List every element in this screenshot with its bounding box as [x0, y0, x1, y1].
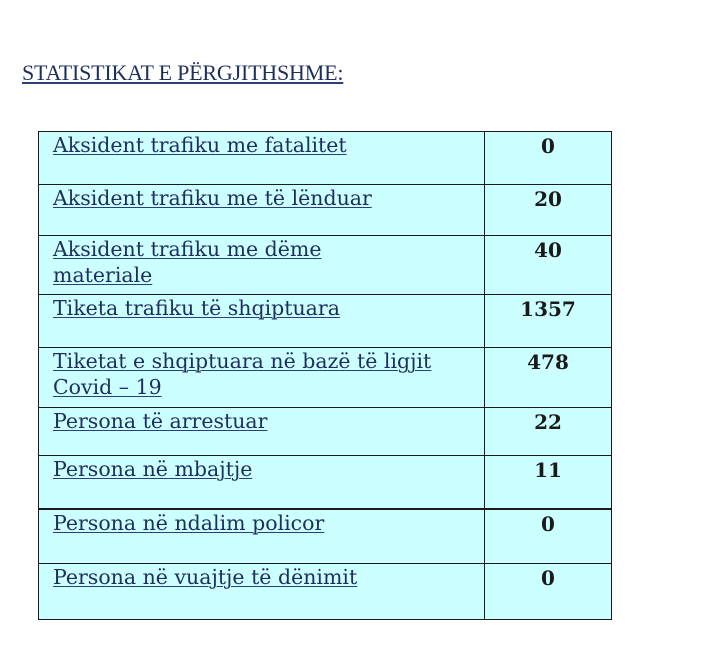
- row-value: 0: [541, 512, 555, 536]
- row-label: Aksident trafiku me të lënduar: [39, 185, 485, 235]
- table-row: [39, 347, 611, 407]
- row-label: Persona të arrestuar: [39, 408, 485, 455]
- row-value: 20: [534, 187, 562, 211]
- table-row: [39, 235, 611, 294]
- row-label: Persona në mbajtje: [39, 456, 485, 508]
- table-row: [39, 508, 611, 563]
- row-value: 0: [541, 566, 555, 590]
- row-value: 0: [541, 134, 555, 158]
- row-value: 1357: [520, 297, 576, 321]
- table-row: [39, 455, 611, 508]
- table-row: [39, 132, 611, 184]
- row-label: Aksident trafiku me fatalitet: [39, 132, 485, 184]
- table-row: [39, 294, 611, 347]
- row-label: Tiketa trafiku të shqiptuara: [39, 295, 485, 347]
- row-label: Aksident trafiku me dëme materiale: [39, 236, 485, 294]
- page-heading: STATISTIKAT E PËRGJITHSHME:: [22, 60, 344, 85]
- row-label: Persona në vuajtje të dënimit: [39, 564, 485, 619]
- table-row: [39, 563, 611, 619]
- row-value: 22: [534, 410, 562, 434]
- table-row: [39, 407, 611, 455]
- row-value: 40: [534, 238, 562, 262]
- statistics-table: [38, 131, 612, 620]
- row-label: Tiketat e shqiptuara në bazë të ligjit Covid – 19: [39, 348, 485, 407]
- row-label: Persona në ndalim policor: [39, 510, 485, 563]
- row-value: 11: [534, 458, 562, 482]
- row-value: 478: [527, 350, 569, 374]
- table-row: [39, 184, 611, 235]
